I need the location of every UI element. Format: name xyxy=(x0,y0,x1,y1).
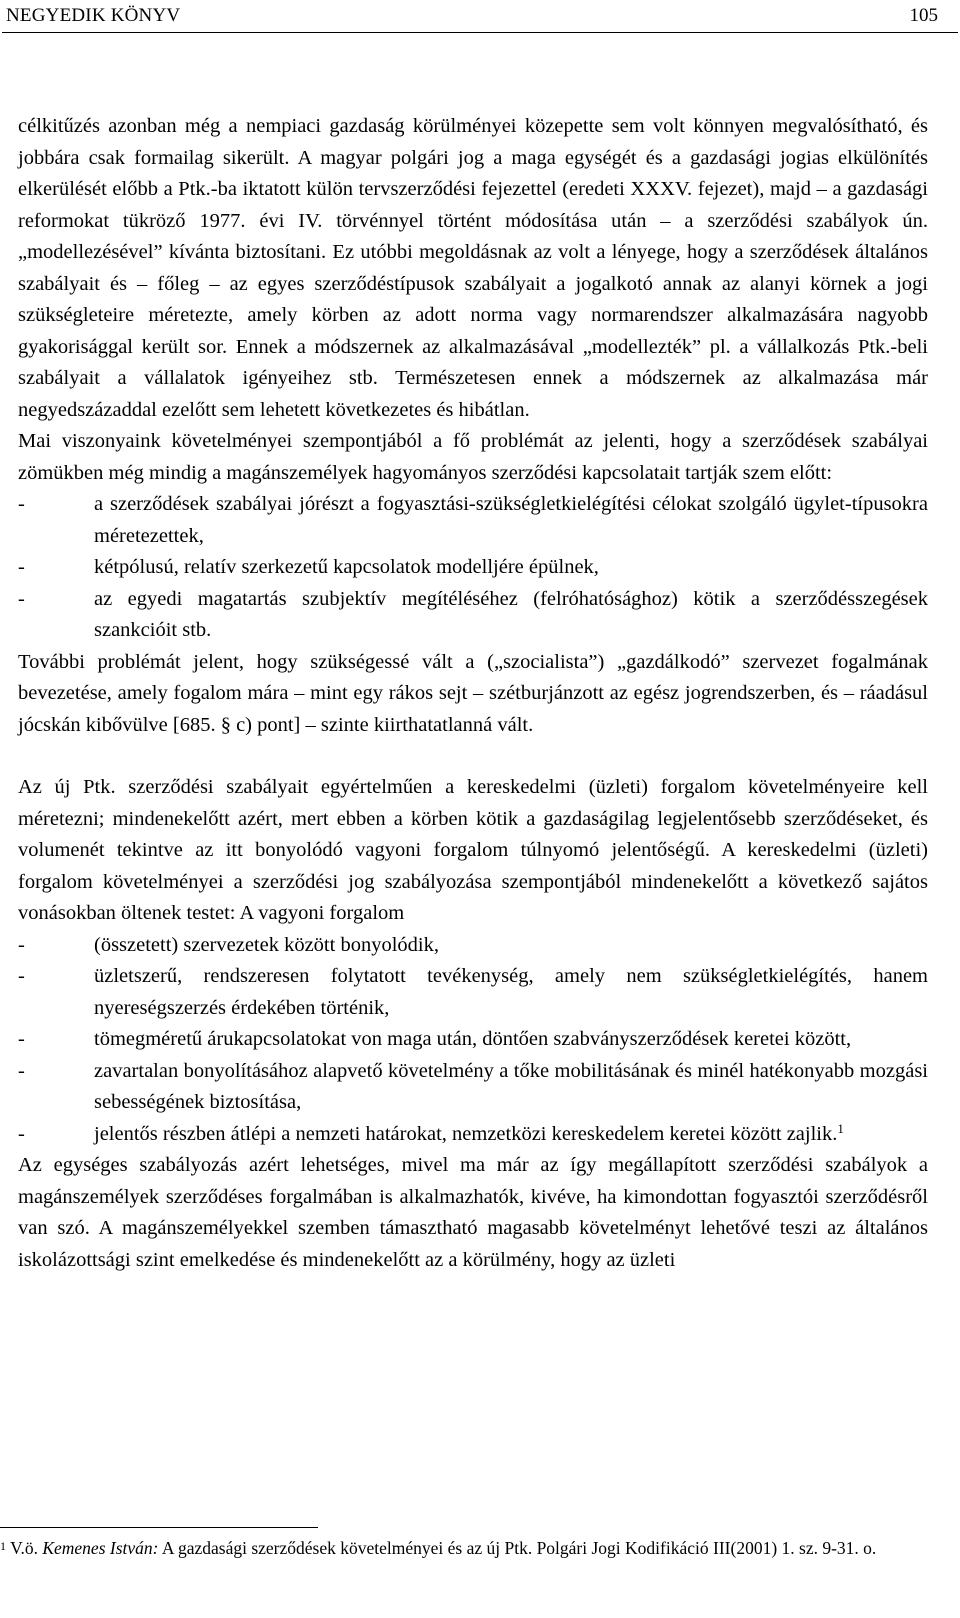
list-item-text: jelentős részben átlépi a nemzeti határokat, nemzetközi kereskedelem keretei között zajlik. xyxy=(94,1122,838,1145)
list-item xyxy=(18,1119,928,1151)
paragraph: További problémát jelent, hogy szükségessé vált a („szocialista”) „gazdálkodó” szervezet fogalmának bevezetése, amely fogalom mára – mint egy rákos sejt – szétburjánzott az egész jogrendszerben, és – ráadásul jócskán kibővülve [685. § c) pont] – szinte kiirthatatlanná vált. xyxy=(18,650,928,736)
dash-marker: - xyxy=(18,1122,25,1145)
list-item xyxy=(18,930,928,962)
footnote-author: Kemenes István: xyxy=(42,1538,159,1558)
dash-marker: - xyxy=(18,1059,25,1082)
dash-list xyxy=(18,930,928,1151)
list-item xyxy=(18,961,928,1024)
footnote xyxy=(0,1535,928,1562)
list-item xyxy=(18,584,928,647)
list-item-text: kétpólusú, relatív szerkezetű kapcsolatok modelljére épülnek, xyxy=(94,556,599,578)
footnote-divider xyxy=(0,1527,318,1528)
footnote-number: 1 xyxy=(0,1539,6,1553)
footnote-citation: A gazdasági szerződések követelményei és az új Ptk. Polgári Jogi Kodifikáció III(2001) 1. sz. 9-31. o. xyxy=(161,1538,877,1558)
list-item-text: az egyedi magatartás szubjektív megítéléséhez (felróhatósághoz) kötik a szerződésszegések szankcióit stb. xyxy=(94,587,928,641)
dash-marker: - xyxy=(18,587,25,610)
list-item xyxy=(18,552,928,584)
dash-marker: - xyxy=(18,1028,25,1050)
list-item xyxy=(18,1024,928,1056)
dash-marker: - xyxy=(18,493,25,515)
paragraph: Az egységes szabályozás azért lehetséges, mivel ma már az így megállapított szerződési szabályok a magánszemélyek szerződéses forgalmában is alkalmazhatók, kivéve, ha kimondottan fogyasztói szerződésről van szó. A magánszemélyekkel szemben támasztható magasabb követelményt lehetővé teszi az általános iskolázottsági szint emelkedése és mindenekelőtt az a körülmény, hogy az üzleti xyxy=(18,1154,928,1271)
list-item-text: üzletszerű, rendszeresen folytatott tevékenység, amely nem szükségletkielégítés, hanem nyereségszerzés érdekében történik, xyxy=(94,965,928,1019)
header-book-title: NEGYEDIK KÖNYV xyxy=(6,5,181,26)
list-item-text: a szerződések szabályai jórészt a fogyasztási-szükségletkielégítési célokat szolgáló ügylet-típusokra méretezettek, xyxy=(94,493,928,547)
body-text xyxy=(18,111,928,1276)
dash-marker: - xyxy=(18,965,25,987)
footnote-prefix: V.ö. xyxy=(10,1538,38,1558)
list-item xyxy=(18,1056,928,1119)
dash-marker: - xyxy=(18,933,25,956)
paragraph: Mai viszonyaink követelményei szempontjából a fő problémát az jelenti, hogy a szerződések szabályai zömükben még mindig a magánszemélyek hagyományos szerződési kapcsolatait tartják szem előtt: xyxy=(18,430,928,484)
list-item xyxy=(18,489,928,552)
header-page-number: 105 xyxy=(909,5,938,26)
paragraph: Az új Ptk. szerződési szabályait egyértelműen a kereskedelmi (üzleti) forgalom követelményeire kell méretezni; mindenekelőtt azért, mert ebben a körben kötik a gazdaságilag legjelentősebb szerződéseket, és volumenét tekintve az itt bonyolódó vagyoni forgalom túlnyomó jelentőségű. A kereskedelmi (üzleti) forgalom követelményei a szerződési jog szabályozása szempontjából mindenekelőtt a következő sajátos vonásokban öltenek testet: A vagyoni forgalom xyxy=(18,776,928,924)
paragraph: célkitűzés azonban még a nempiaci gazdaság körülményei közepette sem volt könnyen megvalósítható, és jobbára csak formailag sikerült. A magyar polgári jog a maga egységét és a gazdasági jogias elkülönítés elkerülését előbb a Ptk.-ba iktatott külön tervszerződési fejezettel (eredeti XXXV. fejezet), majd – a gazdasági reformokat tükröző 1977. évi IV. törvénnyel történt módosítása után – a szerződési szabályok ún. „modellezésével” kívánta biztosítani. Ez utóbbi megoldásnak az volt a lényege, hogy a szerződések általános szabályait és – főleg – az egyes szerződéstípusok szabályait a jogalkotó annak az alanyi körnek a jogi szükségleteire méretezte, amely körben az adott norma vagy normarendszer alkalmazására nagyobb gyakorisággal került sor. Ennek a módszernek az alkalmazásával „modellezték” pl. a vállalkozás Ptk.-beli szabályait a vállalatok igényeihez stb. Természetesen ennek a módszernek az alkalmazása már negyedszázaddal ezelőtt sem lehetett következetes és hibátlan. xyxy=(18,115,928,421)
list-item-text: (összetett) szervezetek között bonyolódik, xyxy=(94,933,439,956)
footnote-reference[interactable]: 1 xyxy=(837,1120,844,1136)
list-item-text: zavartalan bonyolításához alapvető követelmény a tőke mobilitásának és minél hatékonyabb mozgási sebességének biztosítása, xyxy=(94,1059,928,1113)
dash-list xyxy=(18,489,928,647)
dash-marker: - xyxy=(18,556,25,578)
list-item-text: tömegméretű árukapcsolatokat von maga után, döntően szabványszerződések keretei között, xyxy=(94,1028,852,1050)
running-header xyxy=(2,2,958,33)
